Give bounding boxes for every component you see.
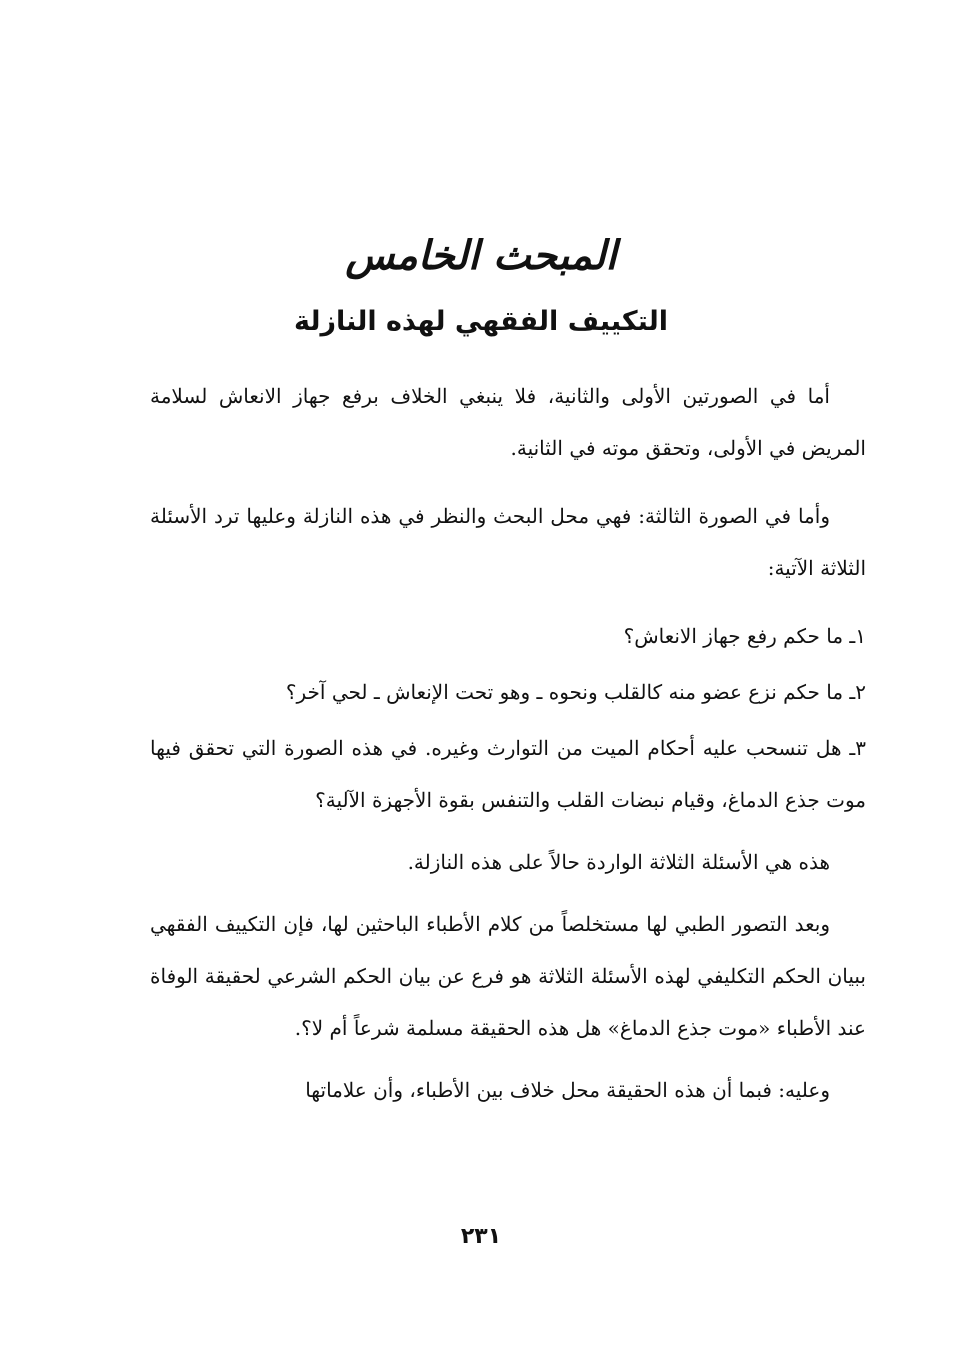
chapter-title: التكييف الفقهي لهذه النازلة	[293, 306, 669, 337]
paragraph-4: وعليه: فبما أن هذه الحقيقة محل خلاف بين الأطباء، وأن علاماتها	[305, 1078, 830, 1102]
question-2: ٢ـ ما حكم نزع عضو منه كالقلب ونحوه ـ وهو تحت الإنعاش ـ لحي آخر؟	[285, 680, 866, 704]
paragraph-summary: هذه هي الأسئلة الثلاثة الواردة حالاً على هذه النازلة.	[407, 850, 830, 874]
paragraph-1: أما في الصورتين الأولى والثانية، فلا ينبغي الخلاف برفع جهاز الانعاش لسلامة المريض في الأولى، وتحقق موته في الثانية.	[150, 384, 866, 460]
section-heading: المبحث الخامس	[345, 232, 617, 279]
question-1: ١ـ ما حكم رفع جهاز الانعاش؟	[623, 624, 866, 648]
body-text	[150, 370, 866, 1120]
page-number: ٢٣١	[460, 1224, 502, 1249]
paragraph-2: وأما في الصورة الثالثة: فهي محل البحث والنظر في هذه النازلة وعليها ترد الأسئلة الثلاثة الآتية:	[150, 504, 866, 580]
question-3: ٣ـ هل تنسحب عليه أحكام الميت من التوارث وغيره. في هذه الصورة التي تحقق فيها موت جذع الدماغ، وقيام نبضات القلب والتنفس بقوة الأجهزة الآلية؟	[150, 736, 866, 812]
paragraph-3: وبعد التصور الطبي لها مستخلصاً من كلام الأطباء الباحثين لها، فإن التكييف الفقهي ببيان الحكم التكليفي لهذه الأسئلة الثلاثة هو فرع عن بيان الحكم الشرعي لحقيقة الوفاة عند الأطباء «موت جذع الدماغ» هل هذه الحقيقة مسلمة شرعاً أم لا؟.	[150, 912, 866, 1040]
